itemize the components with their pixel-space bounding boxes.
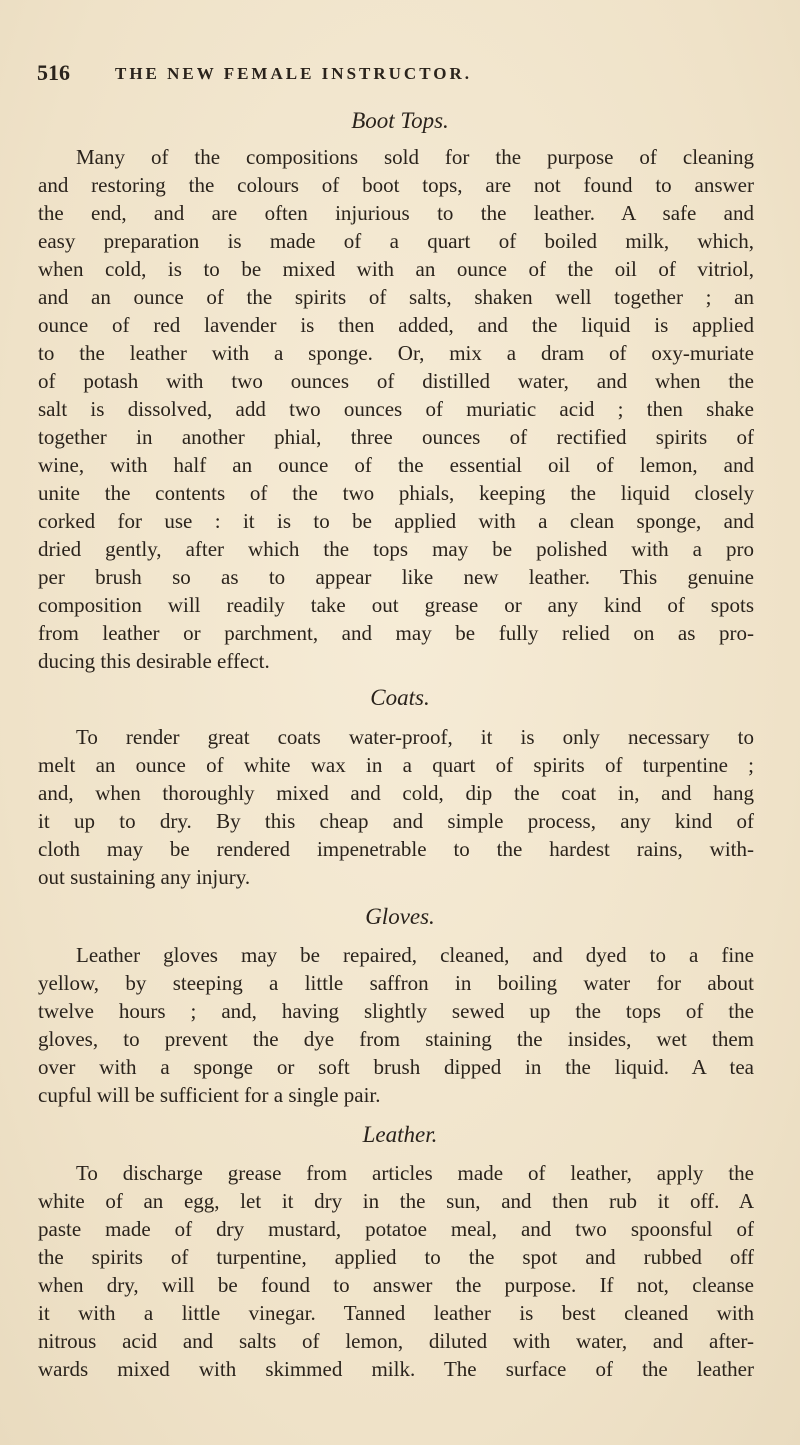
text-line: paste made of dry mustard, potatoe meal, and two spoonsful of (38, 1217, 754, 1241)
section-heading-coats: Coats. (370, 685, 430, 710)
section-body-coats (38, 723, 754, 891)
text-line: and restoring the colours of boot tops, are not found to answer (38, 173, 754, 197)
text-line: corked for use : it is to be applied with a clean sponge, and (38, 509, 754, 533)
text-line: to the leather with a sponge. Or, mix a dram of oxy-muriate (38, 341, 754, 365)
text-line: dried gently, after which the tops may be polished with a pro (38, 537, 754, 561)
text-line: wine, with half an ounce of the essential oil of lemon, and (38, 453, 754, 477)
section-heading-boot-tops: Boot Tops. (351, 108, 449, 133)
text-line: over with a sponge or soft brush dipped in the liquid. A tea (38, 1055, 754, 1079)
text-line: from leather or parchment, and may be fully relied on as pro- (38, 621, 754, 645)
text-line: cupful will be sufficient for a single pair. (38, 1083, 381, 1107)
section-heading-leather: Leather. (362, 1122, 438, 1147)
text-line: Leather gloves may be repaired, cleaned, and dyed to a fine (76, 943, 754, 967)
text-line: easy preparation is made of a quart of boiled milk, which, (38, 229, 754, 253)
text-line: gloves, to prevent the dye from staining the insides, wet them (38, 1027, 754, 1051)
text-line: the spirits of turpentine, applied to the spot and rubbed off (38, 1245, 754, 1269)
text-line: melt an ounce of white wax in a quart of spirits of turpentine ; (38, 753, 754, 777)
text-line: To discharge grease from articles made of leather, apply the (76, 1161, 754, 1185)
text-line: unite the contents of the two phials, keeping the liquid closely (38, 481, 754, 505)
text-line: ounce of red lavender is then added, and the liquid is applied (38, 313, 754, 337)
text-line: yellow, by steeping a little saffron in boiling water for about (38, 971, 754, 995)
text-line: Many of the compositions sold for the purpose of cleaning (76, 145, 754, 169)
text-line: the end, and are often injurious to the leather. A safe and (38, 201, 754, 225)
text-line: and, when thoroughly mixed and cold, dip the coat in, and hang (38, 781, 754, 805)
text-line: together in another phial, three ounces of rectified spirits of (38, 425, 754, 449)
text-line: of potash with two ounces of distilled water, and when the (38, 369, 754, 393)
text-line: it with a little vinegar. Tanned leather is best cleaned with (38, 1301, 754, 1325)
text-line: out sustaining any injury. (38, 865, 251, 889)
page-number: 516 (37, 60, 70, 85)
text-line: and an ounce of the spirits of salts, shaken well together ; an (38, 285, 754, 309)
text-line: composition will readily take out grease or any kind of spots (38, 593, 754, 617)
section-body-gloves (38, 941, 754, 1109)
text-line: white of an egg, let it dry in the sun, and then rub it off. A (38, 1189, 754, 1213)
text-line: cloth may be rendered impenetrable to the hardest rains, with- (38, 837, 754, 861)
text-line: wards mixed with skimmed milk. The surface of the leather (38, 1357, 754, 1381)
text-line: when cold, is to be mixed with an ounce of the oil of vitriol, (38, 257, 754, 281)
text-line: per brush so as to appear like new leather. This genuine (38, 565, 754, 589)
text-line: twelve hours ; and, having slightly sewed up the tops of the (38, 999, 754, 1023)
section-heading-gloves: Gloves. (365, 904, 435, 929)
running-head-title: THE NEW FEMALE INSTRUCTOR. (115, 64, 472, 83)
text-line: it up to dry. By this cheap and simple process, any kind of (38, 809, 754, 833)
running-head (37, 60, 757, 90)
text-line: To render great coats water-proof, it is only necessary to (76, 725, 754, 749)
text-line: when dry, will be found to answer the purpose. If not, cleanse (38, 1273, 754, 1297)
text-line: salt is dissolved, add two ounces of muriatic acid ; then shake (38, 397, 754, 421)
text-line: ducing this desirable effect. (38, 649, 270, 673)
section-body-leather (38, 1159, 754, 1383)
section-body-boot-tops (38, 143, 754, 675)
text-line: nitrous acid and salts of lemon, diluted with water, and after- (38, 1329, 754, 1353)
